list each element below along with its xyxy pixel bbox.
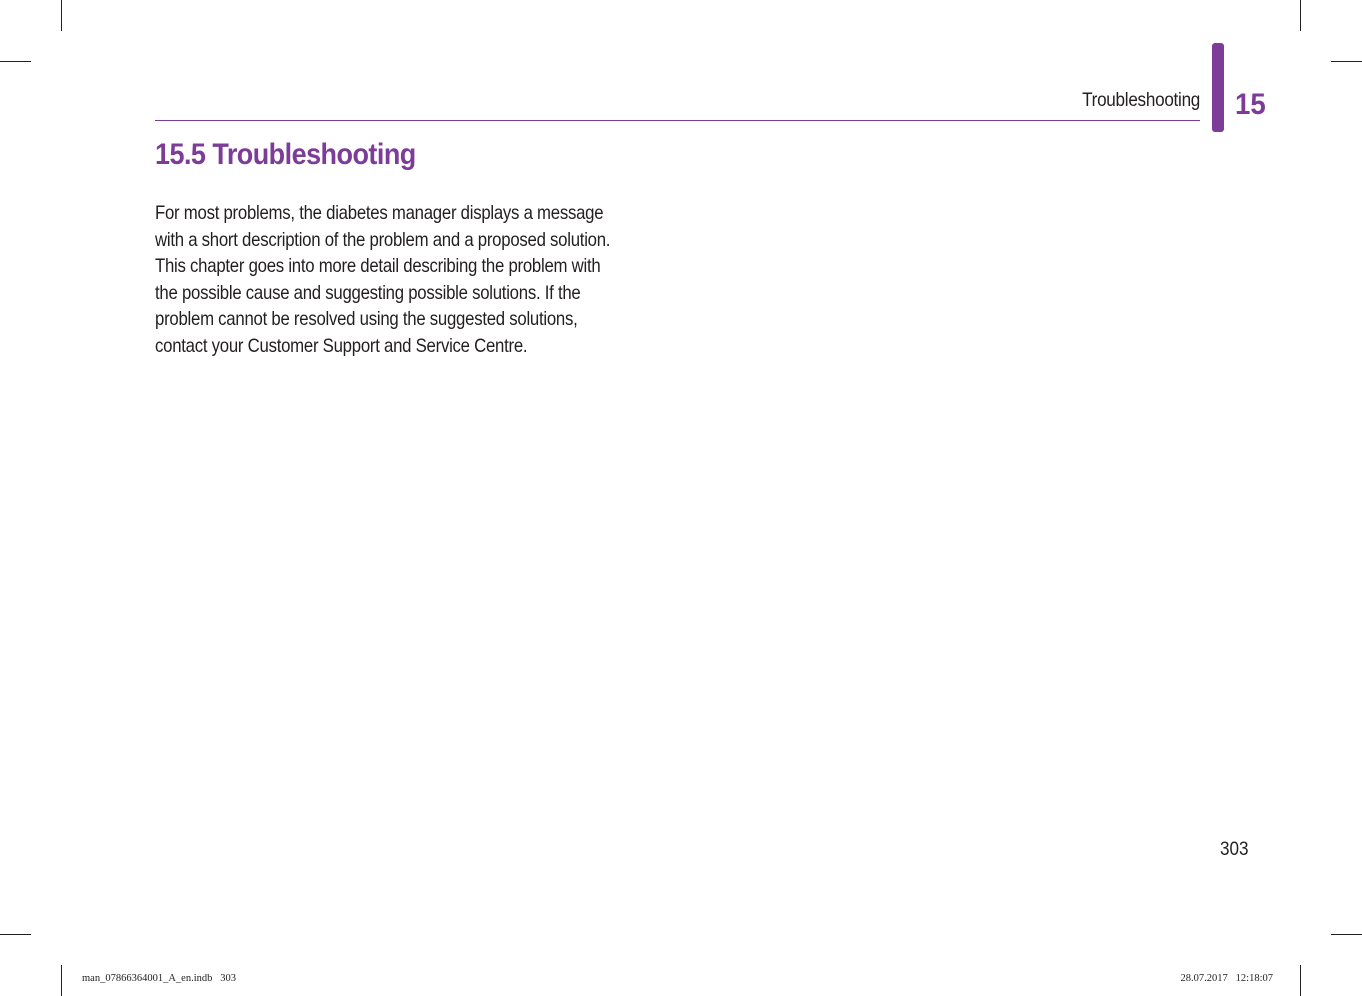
body-line: the possible cause and suggesting possible solutions. If the <box>155 281 581 304</box>
crop-mark-top-right-vertical <box>1300 0 1301 31</box>
body-line: with a short description of the problem and a proposed solution. <box>155 228 611 251</box>
body-line: contact your Customer Support and Service Centre. <box>155 334 528 357</box>
crop-mark-top-left-vertical <box>61 0 62 31</box>
header-divider <box>155 120 1200 121</box>
print-slug-filename: man_07866364001_A_en.indb 303 <box>82 973 236 984</box>
chapter-tab-marker <box>1212 43 1224 132</box>
crop-mark-bottom-left-horizontal <box>0 934 31 935</box>
chapter-number: 15 <box>1235 88 1266 121</box>
body-line: problem cannot be resolved using the suggested solutions, <box>155 308 578 331</box>
crop-mark-top-left-horizontal <box>0 61 31 62</box>
section-body <box>155 200 610 360</box>
running-header-title: Troubleshooting <box>1082 90 1200 111</box>
crop-mark-bottom-left-vertical <box>61 965 62 996</box>
crop-mark-bottom-right-vertical <box>1300 965 1301 996</box>
crop-mark-bottom-right-horizontal <box>1331 934 1362 935</box>
body-line: This chapter goes into more detail describing the problem with <box>155 255 601 278</box>
crop-mark-top-right-horizontal <box>1331 61 1362 62</box>
page-number: 303 <box>1220 839 1249 860</box>
print-slug-timestamp: 28.07.2017 12:18:07 <box>1180 973 1273 984</box>
body-line: For most problems, the diabetes manager displays a message <box>155 202 604 224</box>
section-title: 15.5 Troubleshooting <box>155 138 416 171</box>
